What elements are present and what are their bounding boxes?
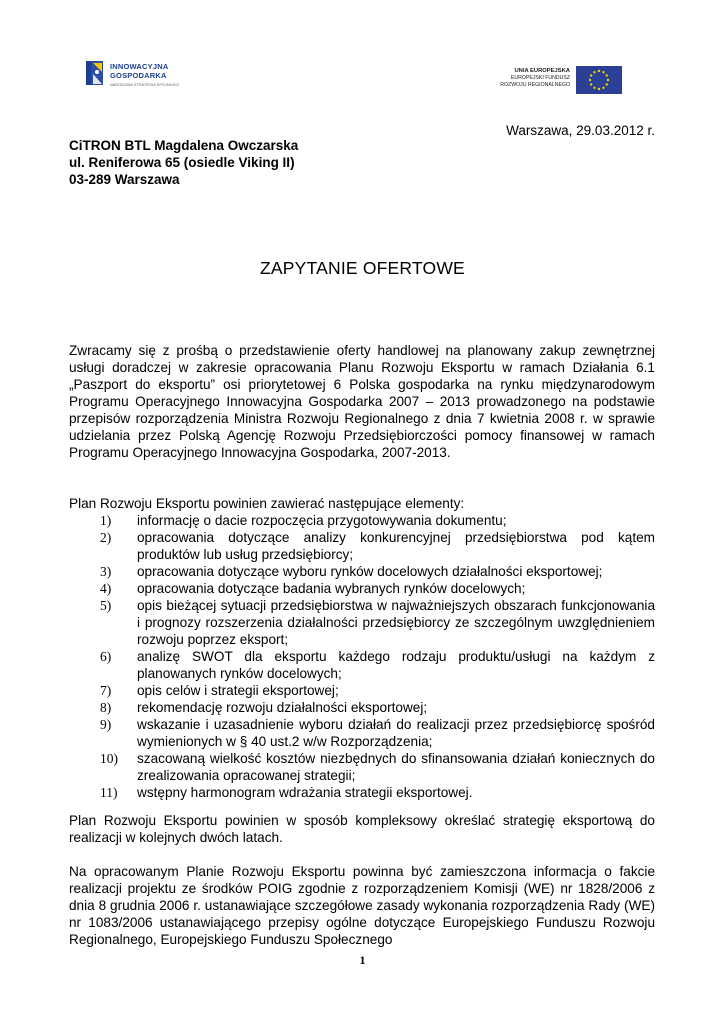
recipient-city: 03-289 Warszawa bbox=[69, 172, 180, 187]
eu-star-icon bbox=[593, 87, 595, 89]
list-item-number: 5) bbox=[100, 598, 112, 613]
innowacyjna-gospodarka-logo bbox=[86, 58, 196, 92]
list-item-text: informację o dacie rozpoczęcia przygotowywania dokumentu; bbox=[137, 513, 507, 528]
list-item bbox=[69, 512, 655, 529]
list-item bbox=[69, 597, 655, 648]
list-item-number: 1) bbox=[100, 513, 112, 528]
recipient-street: ul. Reniferowa 65 (osiedle Viking II) bbox=[69, 155, 295, 170]
list-item bbox=[69, 750, 655, 784]
list-item-number: 7) bbox=[100, 683, 112, 698]
list-item-text: opracowania dotyczące badania wybranych rynków docelowych; bbox=[137, 581, 526, 596]
list-item-number: 8) bbox=[100, 700, 112, 715]
innowacyjna-gospodarka-logo-icon bbox=[86, 58, 106, 88]
list-item-text: opracowania dotyczące wyboru rynków docelowych działalności eksportowej; bbox=[137, 564, 603, 579]
list-item bbox=[69, 563, 655, 580]
eu-star-icon bbox=[602, 87, 604, 89]
list-item-text: opracowania dotyczące analizy konkurencyjnej przedsiębiorstwa pod kątem produktów lub usług przedsiębiorcy; bbox=[137, 530, 655, 562]
eu-star-icon bbox=[590, 83, 592, 85]
list-item-text: rekomendację rozwoju działalności eksportowej; bbox=[137, 700, 428, 715]
eu-star-icon bbox=[607, 79, 609, 81]
eu-star-icon bbox=[606, 83, 608, 85]
list-item-number: 9) bbox=[100, 717, 112, 732]
list-item bbox=[69, 699, 655, 716]
list-item-text: opis bieżącej sytuacji przedsiębiorstwa w najważniejszych obszarach funkcjonowania i prognozy rozszerzenia działalności przedsiębiorcy ze szczególnym uwzględnieniem rozwoju poprzez eksport; bbox=[137, 598, 655, 647]
recipient-address bbox=[69, 137, 298, 188]
list-item-text: szacowaną wielkość kosztów niezbędnych do sfinansowania działań koniecznych do zrealizowania opracowanej strategii; bbox=[137, 751, 655, 783]
info-paragraph: Na opracowanym Planie Rozwoju Eksportu powinna być zamieszczona informacja o fakcie realizacji projektu ze środków POIG zgodnie z rozporządzeniem Komisji (WE) nr 1828/2006 z dnia 8 grudnia 2006 r. ustanawiające szczegółowe zasady wykonania rozporządzenia Rady (WE) nr 1083/2006 ustanawiającego przepisy ogólne dotyczące Europejskiego Funduszu Rozwoju Regionalnego, Europejskiego Funduszu Społecznego bbox=[69, 864, 655, 947]
list-item-number: 6) bbox=[100, 649, 112, 664]
eu-star-icon bbox=[593, 71, 595, 73]
list-item bbox=[69, 716, 655, 750]
list-item bbox=[69, 529, 655, 563]
intro-paragraph: Zwracamy się z prośbą o przedstawienie oferty handlowej na planowany zakup zewnętrznej usługi doradczej w zakresie opracowania Planu Rozwoju Eksportu w ramach Działania 6.1 „Paszport do eksportu” osi priorytetowej 6 Polska gospodarka na rynku międzynarodowym Programu Operacyjnego Innowacyjna Gospodarka 2007 – 2013 prowadzonego na podstawie przepisów rozporządzenia Ministra Rozwoju Regionalnego z dnia 7 kwietnia 2008 r. w sprawie udzielania przez Polską Agencję Rozwoju Przedsiębiorczości pomocy finansowej w ramach Programu Operacyjnego Innowacyjna Gospodarka, 2007-2013. bbox=[69, 343, 655, 460]
list-item-number: 4) bbox=[100, 581, 112, 596]
list-item-number: 2) bbox=[100, 530, 112, 545]
list-item bbox=[69, 580, 655, 597]
list-item bbox=[69, 648, 655, 682]
logo-left-line1: INNOWACYJNA bbox=[110, 62, 169, 71]
logo-left-line3: NARODOWA STRATEGIA SPÓJNOŚCI bbox=[110, 83, 180, 87]
strategy-section bbox=[69, 812, 655, 846]
logo-left-line2: GOSPODARKA bbox=[110, 71, 167, 80]
strategy-paragraph: Plan Rozwoju Eksportu powinien w sposób kompleksowy określać strategię eksportową do realizacji w kolejnych dwóch latach. bbox=[69, 813, 655, 845]
list-intro: Plan Rozwoju Eksportu powinien zawierać następujące elementy: bbox=[69, 496, 465, 511]
list-item-text: analizę SWOT dla eksportu każdego rodzaju produktu/usługi na każdym z planowanych rynków docelowych; bbox=[137, 649, 655, 681]
elements-section bbox=[69, 495, 655, 801]
list-item bbox=[69, 682, 655, 699]
eu-star-icon bbox=[602, 71, 604, 73]
eu-logo bbox=[496, 66, 624, 94]
logo-right-line3: ROZWOJU REGIONALNEGO bbox=[500, 82, 570, 88]
eu-star-icon bbox=[590, 74, 592, 76]
logo-right-line1: UNIA EUROPEJSKA bbox=[514, 68, 570, 74]
list-item-text: opis celów i strategii eksportowej; bbox=[137, 683, 339, 698]
info-section bbox=[69, 863, 655, 948]
eu-star-icon bbox=[598, 70, 600, 72]
list-item-number: 3) bbox=[100, 564, 112, 579]
page-number: 1 bbox=[359, 953, 366, 967]
eu-star-icon bbox=[589, 79, 591, 81]
list-item-text: wstępny harmonogram wdrażania strategii eksportowej. bbox=[137, 785, 473, 800]
list-item-number: 10) bbox=[100, 751, 118, 766]
intro-section bbox=[69, 342, 655, 461]
list-item bbox=[69, 784, 655, 801]
eu-star-icon bbox=[598, 88, 600, 90]
logo-right-line2: EUROPEJSKI FUNDUSZ bbox=[510, 75, 570, 81]
list-item-text: wskazanie i uzasadnienie wyboru działań do realizacji przez przedsiębiorcę spośród wymienionych w § 40 ust.2 w/w Rozporządzenia; bbox=[137, 717, 655, 749]
recipient-name: CiTRON BTL Magdalena Owczarska bbox=[69, 138, 299, 153]
eu-star-icon bbox=[606, 74, 608, 76]
list-item-number: 11) bbox=[100, 785, 118, 800]
eu-flag-icon bbox=[576, 66, 622, 94]
document-title: ZAPYTANIE OFERTOWE bbox=[260, 258, 465, 278]
document-date: Warszawa, 29.03.2012 r. bbox=[506, 123, 655, 138]
elements-list bbox=[69, 512, 655, 801]
